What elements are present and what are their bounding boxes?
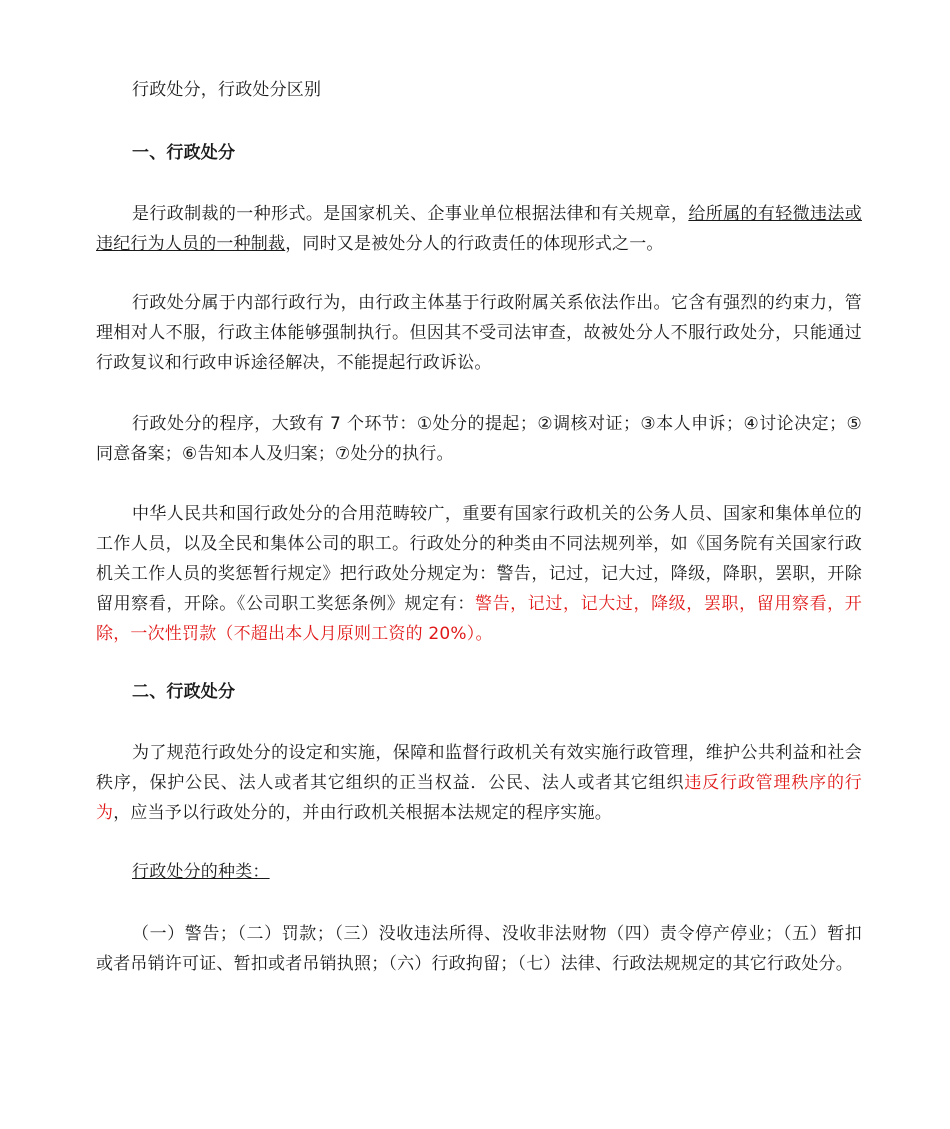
section-heading-1: 一、行政处分 (132, 143, 236, 163)
paragraph-purpose-text-b: ，应当予以行政处分的，并由行政机关根据本法规定的程序实施。 (113, 803, 613, 823)
paragraph-scope-text: 中华人民共和国行政处分的合用范畴较广，重要有国家行政机关的公务人员、国家和集体单位的工作人员，以及全民和集体公司的职工。行政处分的种类由不同法规列举，如《国务院有关国家行政机关工作人员的奖惩暂行规定》把行政处分规定为：警告，记过，记大过，降级，降职，罢职，开除留用察看，开除。《公司职工奖惩条例》规定有： (96, 504, 862, 614)
paragraph-procedure: 行政处分的程序，大致有 7 个环节：①处分的提起；②调核对证；③本人申诉；④讨论决定；⑤同意备案；⑥告知本人及归案；⑦处分的执行。 (96, 414, 862, 464)
paragraph-definition (96, 199, 862, 259)
paragraph-nature: 行政处分属于内部行政行为，由行政主体基于行政附属关系依法作出。它含有强烈的约束力，管理相对人不服，行政主体能够强制执行。但因其不受司法审查，故被处分人不服行政处分，只能通过行政复议和行政申诉途径解决，不能提起行政诉讼。 (96, 293, 862, 373)
red-highlight-penalties: 警告，记过，记大过，降级，罢职，留用察看，开除，一次性罚款（不超出本人月原则工资的 20%）。 (96, 594, 862, 644)
subheading-types (96, 857, 862, 887)
paragraph-scope (96, 499, 862, 649)
section-heading-2: 二、行政处分 (132, 682, 236, 702)
subheading-types-label: 行政处分的种类： (132, 862, 270, 882)
red-highlight-violation: 违反行政管理秩序的行为 (96, 773, 862, 823)
paragraph-definition-text-a: 是行政制裁的一种形式。是国家机关、企事业单位根据法律和有关规章， (132, 204, 689, 224)
underlined-phrase: 给所属的有轻微违法或违纪行为人员的一种制裁 (96, 204, 862, 254)
paragraph-definition-text-b: ，同时又是被处分人的行政责任的体现形式之一。 (285, 234, 664, 254)
paragraph-purpose (96, 738, 862, 828)
document-title: 行政处分，行政处分区别 (132, 80, 322, 100)
paragraph-purpose-text-a: 为了规范行政处分的设定和实施，保障和监督行政机关有效实施行政管理，维护公共利益和社会秩序，保护公民、法人或者其它组织的正当权益．公民、法人或者其它组织 (96, 743, 862, 793)
paragraph-types-list: （一）警告；（二）罚款；（三）没收违法所得、没收非法财物（四）责令停产停业；（五）暂扣或者吊销许可证、暂扣或者吊销执照；（六）行政拘留；（七）法律、行政法规规定的其它行政处分。 (96, 924, 862, 974)
